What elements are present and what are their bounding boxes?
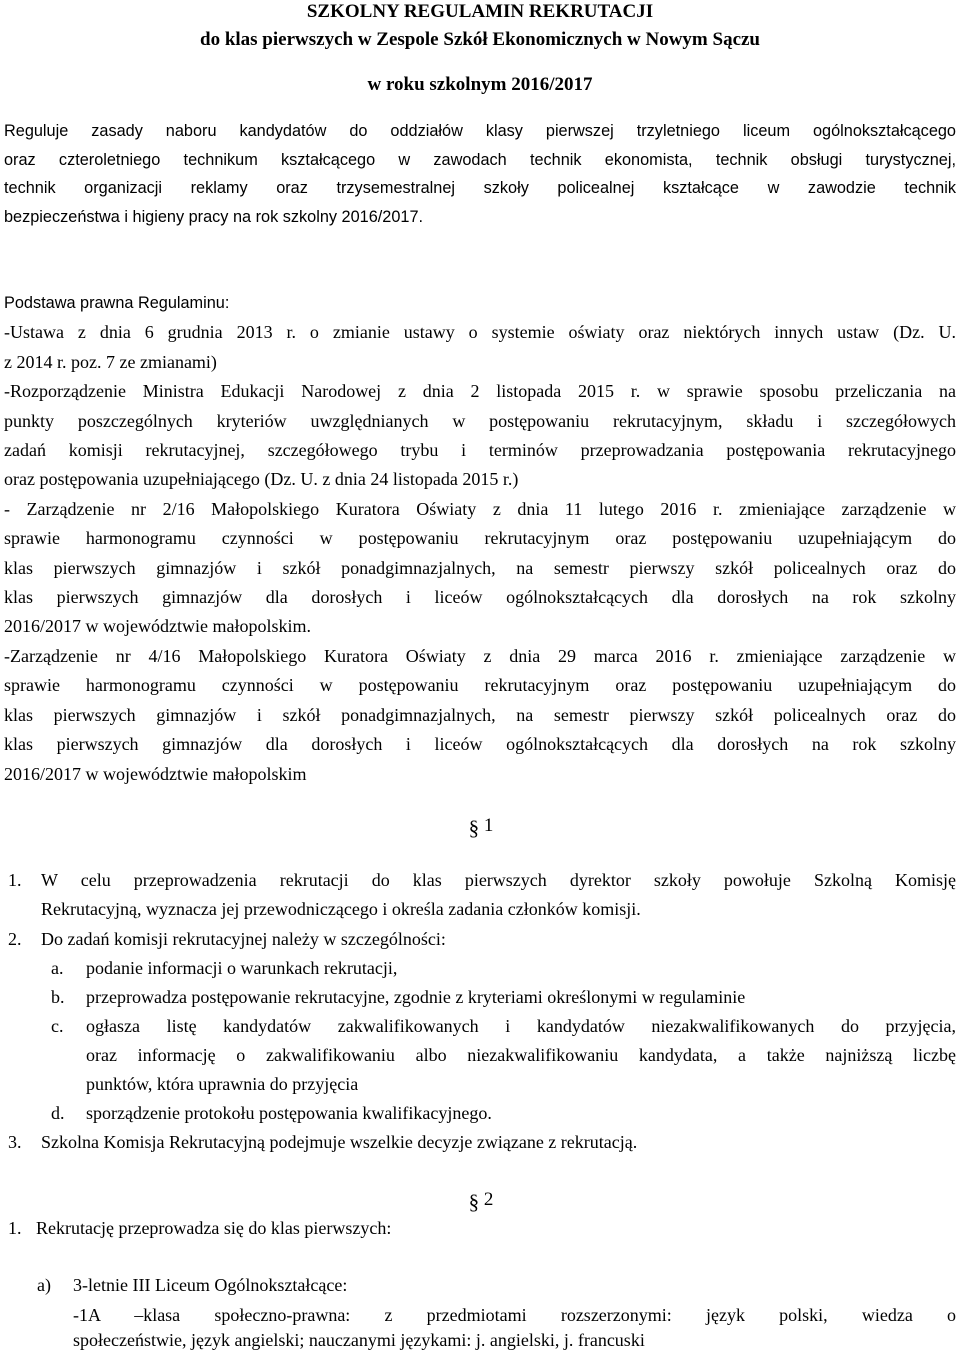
sub-list-text: ogłasza listę kandydatów zakwalifikowanych i kandydatów niezakwalifikowanych do przyjęcia,: [86, 1016, 956, 1036]
section-number: 1: [483, 815, 494, 836]
list-number: 2.: [8, 929, 22, 949]
intro-paragraph: [4, 117, 956, 231]
legal-basis-line: klas pierwszych gimnazjów i szkół ponadgimnazjalnych, na semestr pierwszy szkół policealnych oraz do: [4, 704, 956, 725]
legal-basis-line: - Zarządzenie nr 2/16 Małopolskiego Kuratora Oświaty z dnia 11 lutego 2016 r. zmieniające zarządzenie w: [4, 498, 956, 519]
legal-basis-line: -Zarządzenie nr 4/16 Małopolskiego Kuratora Oświaty z dnia 29 marca 2016 r. zmieniające zarządzenie w: [4, 645, 956, 666]
legal-basis-line: sprawie harmonogramu czynności w postępowaniu rekrutacyjnym oraz postępowaniu uzupełniającym do: [4, 675, 956, 696]
list-number: 3.: [8, 1132, 22, 1152]
sub-list-letter: d.: [51, 1103, 65, 1123]
list-item-text: Rekrutacyjną, wyznacza jej przewodniczącego i określa zadania członków komisji.: [41, 899, 641, 919]
legal-basis-line: 2016/2017 w województwie małopolskim: [4, 763, 307, 784]
class-description-line: -1A –klasa społeczno-prawna: z przedmiotami rozszerzonymi: język polski, wiedza o: [73, 1305, 956, 1325]
section-2-list: [0, 1214, 960, 1352]
sub-list-letter: b.: [51, 987, 65, 1007]
sub-list-text: przeprowadza postępowanie rekrutacyjne, zgodnie z kryteriami określonymi w regulaminie: [86, 987, 746, 1007]
sub-list-text: 3-letnie III Liceum Ogólnokształcące:: [73, 1275, 348, 1295]
legal-basis-line: -Ustawa z dnia 6 grudnia 2013 r. o zmianie ustawy o systemie oświaty oraz niektórych innych ustaw (Dz. U.: [4, 322, 956, 343]
section-2-heading: [466, 1186, 496, 1214]
legal-basis-line: klas pierwszych gimnazjów i szkół ponadgimnazjalnych, na semestr pierwszy szkół policealnych oraz do: [4, 557, 956, 578]
legal-basis-line: sprawie harmonogramu czynności w postępowaniu rekrutacyjnym oraz postępowaniu uzupełniającym do: [4, 528, 956, 549]
list-item-text: Szkolna Komisja Rekrutacyjną podejmuje wszelkie decyzje związane z rekrutacją.: [41, 1132, 638, 1152]
legal-basis-line: z 2014 r. poz. 7 ze zmianami): [4, 351, 217, 372]
intro-line: oraz czteroletniego technikum kształcącego w zawodach technik ekonomista, technik obsługi turystycznej,: [4, 150, 956, 169]
sub-list-letter: a): [37, 1275, 51, 1295]
intro-line: bezpieczeństwa i higieny pracy na rok szkolny 2016/2017.: [4, 207, 424, 226]
class-description-line: społeczeństwie, język angielski; nauczanymi językami: j. angielski, j. francuski: [73, 1330, 645, 1350]
legal-basis-line: klas pierwszych gimnazjów dla dorosłych i liceów ogólnokształcących dla dorosłych na rok szkolny: [4, 734, 956, 755]
sub-list-letter: a.: [51, 958, 64, 978]
document-subtitle: do klas pierwszych w Zespole Szkół Ekonomicznych w Nowym Sączu: [200, 29, 760, 50]
section-number: 2: [483, 1189, 494, 1210]
legal-basis-section: [4, 289, 956, 789]
list-number: 1.: [8, 1218, 22, 1238]
list-item-text: Do zadań komisji rekrutacyjnej należy w szczególności:: [41, 929, 446, 949]
list-number: 1.: [8, 870, 22, 890]
legal-basis-line: klas pierwszych gimnazjów dla dorosłych i liceów ogólnokształcących dla dorosłych na rok szkolny: [4, 587, 956, 608]
legal-basis-line: oraz postępowania uzupełniającego (Dz. U. z dnia 24 listopada 2015 r.): [4, 469, 519, 490]
document-title: SZKOLNY REGULAMIN REKRUTACJI: [306, 1, 654, 22]
section-1-list: [0, 866, 960, 1156]
legal-basis-line: 2016/2017 w województwie małopolskim.: [4, 616, 311, 637]
legal-basis-line: punkty poszczególnych kryteriów uwzględnianych w postępowaniu rekrutacyjnym, składu i szczegółowych: [4, 410, 956, 431]
school-year-line: w roku szkolnym 2016/2017: [367, 74, 593, 95]
legal-basis-line: zadań komisji rekrutacyjnej, szczegółowego trybu i terminów przeprowadzania postępowania rekrutacyjnego: [4, 440, 956, 461]
sub-list-text: podanie informacji o warunkach rekrutacji,: [86, 958, 398, 978]
list-item-text: W celu przeprowadzenia rekrutacji do klas pierwszych dyrektor szkoły powołuje Szkolną Komisję: [41, 870, 956, 890]
sub-list-text: sporządzenie protokołu postępowania kwalifikacyjnego.: [86, 1103, 492, 1123]
sub-list-text: oraz informację o zakwalifikowaniu albo niezakwalifikowaniu kandydata, a także najniższą liczbę: [86, 1045, 956, 1065]
intro-line: Reguluje zasady naboru kandydatów do oddziałów klasy pierwszej trzyletniego liceum ogólnokształcącego: [4, 122, 956, 140]
paragraph-symbol-icon: §: [468, 1190, 480, 1214]
list-item-text: Rekrutację przeprowadza się do klas pierwszych:: [36, 1218, 392, 1238]
section-1-heading: [466, 812, 496, 840]
sub-list-letter: c.: [51, 1016, 64, 1036]
legal-basis-line: -Rozporządzenie Ministra Edukacji Narodowej z dnia 2 listopada 2015 r. w sprawie sposobu przeliczania na: [4, 381, 956, 402]
legal-basis-header: Podstawa prawna Regulaminu:: [4, 294, 230, 312]
intro-line: technik organizacji reklamy oraz trzysemestralnej szkoły policealnej kształcące w zawodzie technik: [4, 179, 956, 197]
paragraph-symbol-icon: §: [468, 816, 480, 840]
sub-list-text: punktów, która uprawnia do przyjęcia: [86, 1074, 359, 1094]
